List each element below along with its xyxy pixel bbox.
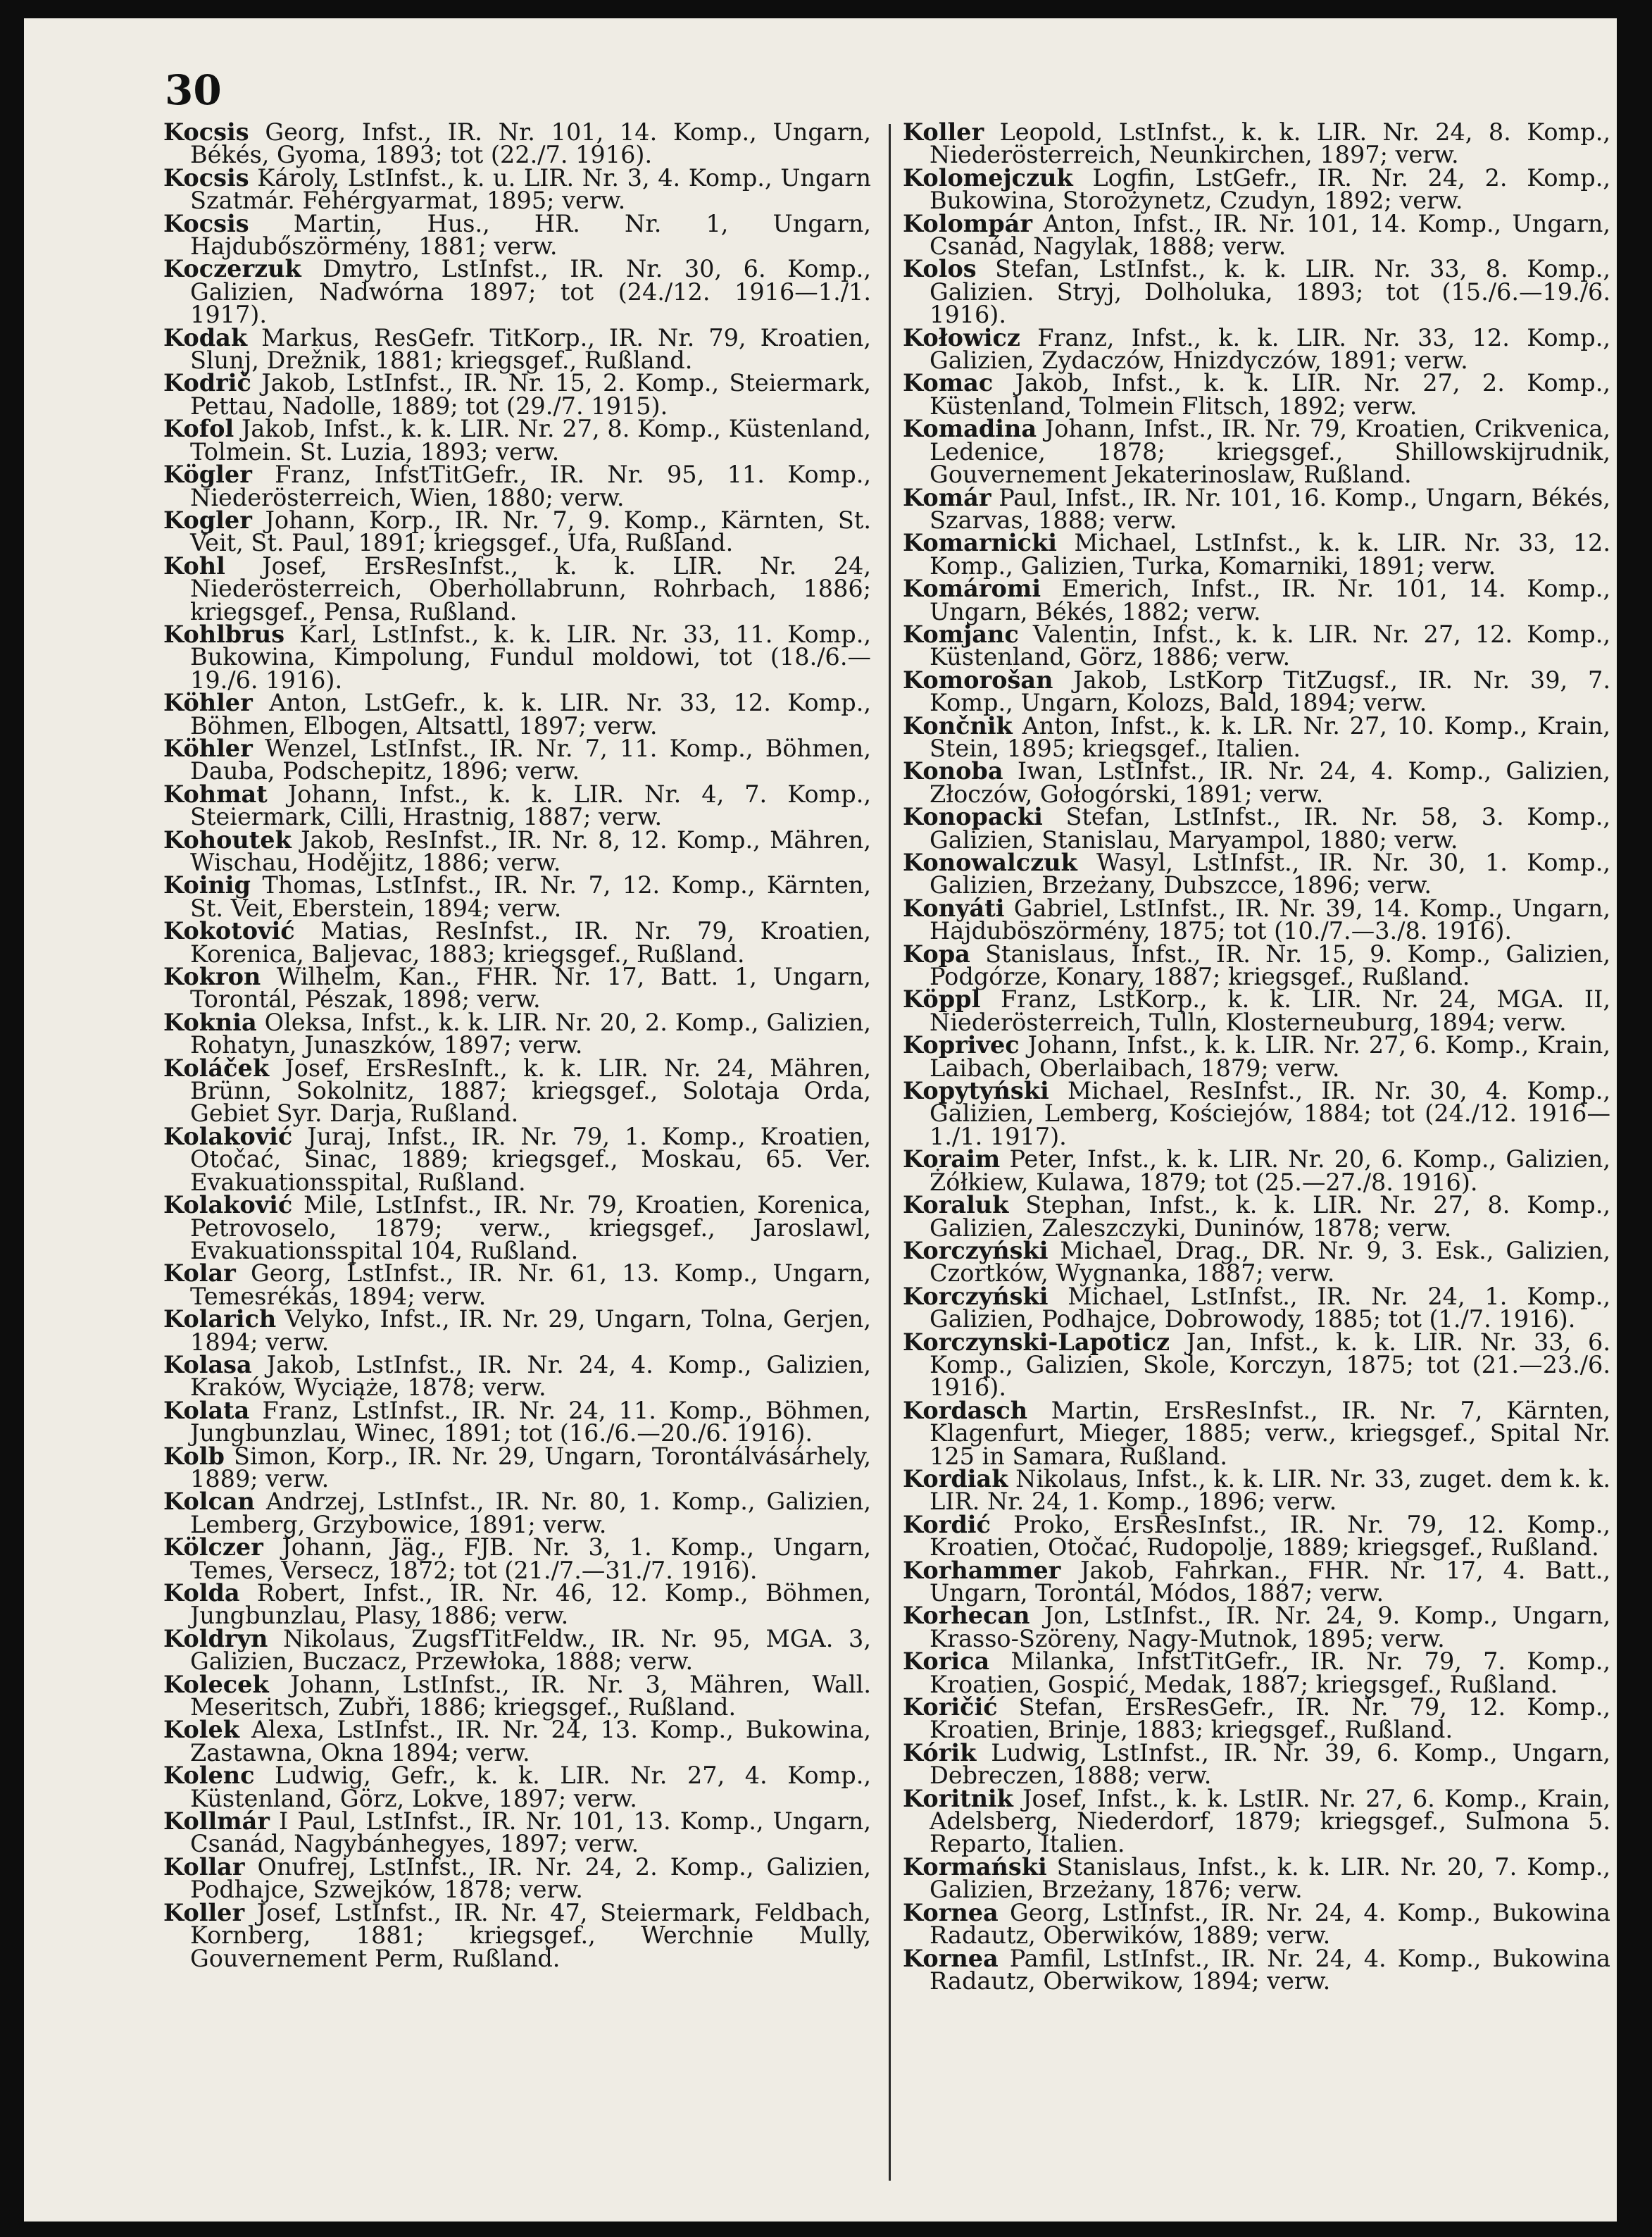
- register-entry: [163, 620, 871, 694]
- entry-details: Franz, InfstTitGefr., IR. Nr. 95, 11. Komp., Niederösterreich, Wien, 1880; verw.: [190, 461, 871, 511]
- entry-surname: Koláček: [163, 1054, 270, 1082]
- entry-surname: Komáromi: [903, 575, 1041, 603]
- entry-details: Leopold, LstInfst., k. k. LIR. Nr. 24, 8. Komp., Niederösterreich, Neunkirchen, 1897; verw.: [930, 118, 1610, 169]
- register-entry: [163, 506, 871, 557]
- entry-surname: Konowalczuk: [903, 849, 1077, 876]
- entry-surname: Kohoutek: [163, 825, 292, 854]
- register-entry: [903, 163, 1611, 215]
- entry-details: Mile, LstInfst., IR. Nr. 79, Kroatien, Korenica, Petrovoselo, 1879; verw., kriegsgef., Jaroslawl, Evakuationsspital 104, Rußland.: [190, 1191, 872, 1264]
- entry-details: Alexa, LstInfst., IR. Nr. 24, 13. Komp., Bukowina, Zastawna, Okna 1894; verw.: [190, 1716, 871, 1766]
- register-entry: [903, 711, 1610, 762]
- entry-details: Georg, LstInfst., IR. Nr. 61, 13. Komp., Ungarn, Temesrékás, 1894; verw.: [190, 1259, 871, 1310]
- entry-details: Simon, Korp., IR. Nr. 29, Ungarn, Torontálvásárhely, 1889; verw.: [190, 1442, 871, 1493]
- register-entry: [903, 1944, 1611, 1995]
- entry-surname: Kocsis: [163, 209, 249, 237]
- register-entry: [163, 1764, 871, 1810]
- entry-surname: Koritnik: [903, 1784, 1013, 1812]
- entry-surname: Kolek: [163, 1716, 239, 1744]
- register-entry: [163, 1533, 872, 1584]
- entry-details: Onufrej, LstInfst., IR. Nr. 24, 2. Komp., Galizien, Podhajce, Szwejków, 1878; verw.: [190, 1852, 871, 1904]
- register-entry: [903, 940, 1610, 991]
- entry-details: Johann, Infst., k. k. LIR. Nr. 4, 7. Komp., Steiermark, Cilli, Hrastnig, 1887; verw.: [190, 780, 871, 831]
- entry-surname: Kofol: [163, 415, 234, 443]
- register-entry: [903, 1328, 1610, 1402]
- entry-details: Oleksa, Infst., k. k. LIR. Nr. 20, 2. Komp., Galizien, Rohatyn, Junaszków, 1897; verw.: [190, 1008, 871, 1059]
- entry-surname: Koldryn: [163, 1624, 268, 1652]
- entry-surname: Kolompár: [903, 209, 1033, 237]
- entry-details: Franz, LstKorp., k. k. LIR. Nr. 24, MGA. II, Niederösterreich, Tulln, Klosterneuburg, 1894; verw.: [930, 985, 1610, 1036]
- register-entry: [163, 1898, 871, 1972]
- entry-details: Stefan, LstInfst., k. k. LIR. Nr. 33, 8. Komp., Galizien. Stryj, Dolholuka, 1893; tot (15./6.—19./6. 1916).: [930, 255, 1610, 329]
- register-entry: [903, 415, 1610, 489]
- entry-surname: Kolos: [903, 255, 977, 283]
- register-entry: [903, 1852, 1611, 1904]
- entry-details: Stanislaus, Infst., k. k. LIR. Nr. 20, 7. Komp., Galizien, Brzeżany, 1876; verw.: [930, 1852, 1611, 1904]
- entry-details: Dmytro, LstInfst., IR. Nr. 30, 6. Komp., Galizien, Nadwórna 1897; tot (24./12. 1916—1./1. 1917).: [190, 255, 871, 329]
- register-entry: [163, 552, 871, 625]
- register-entry: [903, 255, 1610, 329]
- register-entry: [163, 1579, 872, 1630]
- register-entry: [163, 1191, 872, 1264]
- register-entry: [903, 1282, 1610, 1333]
- entry-details: Andrzej, LstInfst., IR. Nr. 80, 1. Komp., Galizien, Lemberg, Grzybowice, 1891; verw.: [190, 1488, 872, 1538]
- entry-details: Wenzel, LstInfst., IR. Nr. 7, 11. Komp., Böhmen, Dauba, Podschepitz, 1896; verw.: [190, 734, 871, 785]
- entry-surname: Koprivec: [903, 1031, 1020, 1059]
- register-entry: [163, 1305, 871, 1356]
- entry-surname: Kolaković: [163, 1122, 293, 1150]
- register-entry: [163, 463, 871, 509]
- register-entry: [163, 1396, 871, 1447]
- register-entry: [903, 1191, 1610, 1242]
- entry-surname: Kollar: [163, 1852, 245, 1881]
- entry-surname: Koczerzuk: [163, 255, 301, 283]
- entry-details: Johann, Infst., k. k. LIR. Nr. 27, 6. Komp., Krain, Laibach, Oberlaibach, 1879; verw.: [930, 1031, 1610, 1082]
- register-entry: [903, 1693, 1610, 1744]
- entry-details: Johann, Infst., IR. Nr. 79, Kroatien, Crikvenica, Ledenice, 1878; kriegsgef., Shillowskijrudnik, Gouvernement Jekaterinoslaw, Rußland.: [930, 415, 1610, 489]
- register-entry: [903, 1604, 1610, 1650]
- register-entry: [903, 757, 1610, 808]
- entry-details: Juraj, Infst., IR. Nr. 79, 1. Komp., Kroatien, Otočać, Sinac, 1889; kriegsgef., Moskau, 65. Ver. Evakuationsspital, Rußland.: [190, 1122, 872, 1196]
- entry-details: Ludwig, LstInfst., IR. Nr. 39, 6. Komp., Ungarn, Debreczen, 1888; verw.: [930, 1738, 1610, 1790]
- entry-details: Iwan, LstInfst., IR. Nr. 24, 4. Komp., Galizien, Złoczów, Gołogórski, 1891; verw.: [930, 757, 1610, 808]
- entry-details: Gabriel, LstInfst., IR. Nr. 39, 14. Komp., Ungarn, Hajduböszörmény, 1875; tot (10./7.—3./8. 1916).: [930, 894, 1610, 945]
- entry-details: Jakob, LstKorp TitZugsf., IR. Nr. 39, 7. Komp., Ungarn, Kolozs, Bald, 1894; verw.: [930, 666, 1610, 717]
- register-entry: [163, 1670, 871, 1721]
- entry-surname: Komadina: [903, 415, 1037, 443]
- entry-surname: Konoba: [903, 757, 1003, 785]
- register-entry: [163, 1490, 871, 1536]
- register-entry: [163, 255, 871, 329]
- entry-surname: Korhammer: [903, 1556, 1061, 1584]
- entry-surname: Kolarich: [163, 1305, 277, 1333]
- entry-surname: Kolda: [163, 1579, 240, 1607]
- entry-details: Michael, Drag., DR. Nr. 9, 3. Esk., Galizien, Czortków, Wygnanka, 1887; verw.: [930, 1236, 1610, 1288]
- entry-surname: Korhecan: [903, 1602, 1030, 1630]
- register-entry: [163, 871, 872, 922]
- entry-details: Johann, Korp., IR. Nr. 7, 9. Komp., Kärnten, St. Veit, St. Paul, 1891; kriegsgef., Ufa, Rußland.: [190, 506, 871, 557]
- entry-surname: Kolb: [163, 1442, 225, 1470]
- register-entry: [903, 666, 1610, 717]
- entry-surname: Komac: [903, 369, 994, 397]
- register-entry: [903, 1510, 1610, 1562]
- entry-details: Valentin, Infst., k. k. LIR. Nr. 27, 12. Komp., Küstenland, Görz, 1886; verw.: [930, 620, 1610, 671]
- register-entry: [163, 1259, 871, 1310]
- entry-details: I Paul, LstInfst., IR. Nr. 101, 13. Komp., Ungarn, Csanád, Nagybánhegyes, 1897; verw.: [190, 1807, 871, 1858]
- entry-details: Wasyl, LstInfst., IR. Nr. 30, 1. Komp., Galizien, Brzeżany, Dubszcce, 1896; verw.: [930, 849, 1610, 899]
- entry-details: Jakob, Infst., k. k. LIR. Nr. 27, 2. Komp., Küstenland, Tolmein Flitsch, 1892; verw.: [930, 369, 1610, 420]
- entry-details: Stefan, ErsResGefr., IR. Nr. 79, 12. Komp., Kroatien, Brinje, 1883; kriegsgef., Rußland.: [930, 1693, 1610, 1744]
- entry-details: Johann, Jäg., FJB. Nr. 3, 1. Komp., Ungarn, Temes, Versecz, 1872; tot (21./7.—31./7. 1916).: [190, 1533, 872, 1584]
- register-entry: [163, 163, 872, 215]
- left-column: [163, 118, 872, 1972]
- entry-surname: Komorošan: [903, 666, 1053, 694]
- register-entry: [163, 1716, 871, 1766]
- entry-surname: Kornea: [903, 1898, 999, 1926]
- entry-surname: Korczyński: [903, 1282, 1049, 1310]
- entry-details: Matias, ResInfst., IR. Nr. 79, Kroatien, Korenica, Baljevac, 1883; kriegsgef., Rußland.: [190, 917, 871, 968]
- register-entry: [163, 1442, 871, 1493]
- entry-surname: Korczynski-Lapoticz: [903, 1328, 1170, 1356]
- entry-surname: Koller: [903, 118, 984, 146]
- register-entry: [903, 483, 1610, 534]
- register-entry: [903, 1647, 1611, 1698]
- register-entry: [903, 1236, 1610, 1288]
- entry-details: Nikolaus, ZugsfTitFeldw., IR. Nr. 95, MGA. 3, Galizien, Buczacz, Przewłoka, 1888; verw.: [190, 1624, 871, 1676]
- entry-details: Velyko, Infst., IR. Nr. 29, Ungarn, Tolna, Gerjen, 1894; verw.: [190, 1305, 871, 1356]
- register-entry: [903, 1738, 1610, 1790]
- register-entry: [903, 529, 1610, 580]
- entry-details: Johann, LstInfst., IR. Nr. 3, Mähren, Wall. Meseritsch, Zubři, 1886; kriegsgef., Rußland.: [190, 1670, 871, 1721]
- entry-surname: Kokotović: [163, 917, 295, 945]
- entry-surname: Koraluk: [903, 1191, 1009, 1219]
- entry-surname: Komár: [903, 483, 991, 511]
- register-entry: [163, 734, 871, 785]
- entry-surname: Köppl: [903, 985, 981, 1014]
- entry-details: Nikolaus, Infst., k. k. LIR. Nr. 33, zuget. dem k. k. LIR. Nr. 24, 1. Komp., 1896; verw.: [930, 1464, 1610, 1516]
- column-divider: [889, 124, 891, 2181]
- entry-details: Jakob, Infst., k. k. LIR. Nr. 27, 8. Komp., Küstenland, Tolmein. St. Luzia, 1893; verw.: [190, 415, 871, 466]
- register-entry: [903, 1031, 1610, 1082]
- entry-surname: Kołowicz: [903, 323, 1020, 351]
- register-entry: [903, 849, 1610, 899]
- entry-surname: Koinig: [163, 871, 251, 899]
- entry-details: Anton, LstGefr., k. k. LIR. Nr. 33, 12. Komp., Böhmen, Elbogen, Altsattl, 1897; verw.: [190, 689, 871, 740]
- entry-details: Anton, Infst., k. k. LR. Nr. 27, 10. Komp., Krain, Stein, 1895; kriegsgef., Italien.: [930, 711, 1610, 762]
- entry-surname: Koller: [163, 1898, 245, 1926]
- entry-surname: Kordiak: [903, 1464, 1008, 1493]
- entry-surname: Köhler: [163, 734, 253, 762]
- entry-surname: Koraim: [903, 1145, 1001, 1173]
- entry-details: Michael, ResInfst., IR. Nr. 30, 4. Komp., Galizien, Lemberg, Kościejów, 1884; tot (24./12. 1916—1./1. 1917).: [930, 1077, 1610, 1150]
- entry-details: Josef, LstInfst., IR. Nr. 47, Steiermark, Feldbach, Kornberg, 1881; kriegsgef., Werchnie Mully, Gouvernement Perm, Rußland.: [190, 1898, 871, 1972]
- register-entry: [903, 803, 1610, 854]
- entry-surname: Kohl: [163, 552, 225, 580]
- register-entry: [903, 1898, 1610, 1950]
- entry-surname: Kórik: [903, 1738, 977, 1766]
- entry-details: Franz, Infst., k. k. LIR. Nr. 33, 12. Komp., Galizien, Zydaczów, Hnizdyczów, 1891; verw.: [930, 323, 1610, 375]
- entry-surname: Kögler: [163, 461, 252, 489]
- entry-surname: Kolaković: [163, 1191, 293, 1219]
- entry-details: Pamfil, LstInfst., IR. Nr. 24, 4. Komp., Bukowina Radautz, Oberwikow, 1894; verw.: [930, 1944, 1611, 1995]
- register-entry: [903, 620, 1610, 671]
- register-entry: [903, 1396, 1611, 1470]
- entry-surname: Kohmat: [163, 780, 268, 808]
- entry-surname: Kocsis: [163, 163, 249, 192]
- register-entry: [163, 1054, 871, 1128]
- entry-surname: Kocsis: [163, 118, 249, 146]
- register-entry: [163, 780, 871, 831]
- register-entry: [903, 369, 1610, 420]
- register-entry: [903, 118, 1610, 169]
- entry-surname: Kormański: [903, 1852, 1047, 1881]
- entry-details: Jakob, LstInfst., IR. Nr. 24, 4. Komp., Galizien, Kraków, Wyciąże, 1878; verw.: [190, 1350, 871, 1402]
- document-page: [24, 18, 1617, 2222]
- entry-details: Georg, Infst., IR. Nr. 101, 14. Komp., Ungarn, Békés, Gyoma, 1893; tot (22./7. 1916).: [190, 118, 871, 169]
- entry-surname: Kordić: [903, 1510, 991, 1538]
- entry-surname: Koričić: [903, 1693, 998, 1721]
- entry-details: Jakob, ResInfst., IR. Nr. 8, 12. Komp., Mähren, Wischau, Hodějitz, 1886; verw.: [190, 825, 871, 876]
- entry-details: Martin, Hus., HR. Nr. 1, Ungarn, Hajdubőszörmény, 1881; verw.: [190, 209, 871, 261]
- register-entry: [163, 1350, 871, 1402]
- register-entry: [163, 369, 871, 420]
- entry-details: Jakob, LstInfst., IR. Nr. 15, 2. Komp., Steiermark, Pettau, Nadolle, 1889; tot (29./7. 1915).: [190, 369, 871, 420]
- entry-details: Josef, ErsResInft., k. k. LIR. Nr. 24, Mähren, Brünn, Sokolnitz, 1887; kriegsgef., Solotaja Orda, Gebiet Syr. Darja, Rußland.: [190, 1054, 871, 1128]
- entry-details: Anton, Infst., IR. Nr. 101, 14. Komp., Ungarn, Csanád, Nagylak, 1888; verw.: [930, 209, 1611, 261]
- entry-surname: Komjanc: [903, 620, 1019, 648]
- entry-details: Jan, Infst., k. k. LIR. Nr. 33, 6. Komp., Galizien, Skole, Korczyn, 1875; tot (21.—23./6. 1916).: [930, 1328, 1610, 1402]
- entry-surname: Koknia: [163, 1008, 257, 1036]
- register-entry: [163, 209, 871, 261]
- entry-details: Martin, ErsResInfst., IR. Nr. 7, Kärnten, Klagenfurt, Mieger, 1885; verw., kriegsgef., Spital Nr. 125 in Samara, Rußland.: [930, 1396, 1611, 1470]
- entry-surname: Kornea: [903, 1944, 999, 1972]
- register-entry: [163, 323, 871, 375]
- entry-surname: Kolata: [163, 1396, 250, 1424]
- entry-details: Jakob, Fahrkan., FHR. Nr. 17, 4. Batt., Ungarn, Torontál, Módos, 1887; verw.: [930, 1556, 1610, 1607]
- register-entry: [163, 118, 871, 169]
- register-entry: [903, 575, 1610, 625]
- entry-surname: Konyáti: [903, 894, 1005, 922]
- entry-details: Stanislaus, Infst., IR. Nr. 15, 9. Komp., Galizien, Podgórze, Konary, 1887; kriegsgef., Rußland.: [930, 940, 1610, 991]
- register-entry: [903, 985, 1610, 1036]
- register-entry: [163, 1624, 871, 1676]
- entry-details: Stephan, Infst., k. k. LIR. Nr. 27, 8. Komp., Galizien, Zaleszczyki, Duninów, 1878; verw.: [930, 1191, 1610, 1242]
- entry-surname: Köhler: [163, 689, 253, 717]
- entry-details: Logfin, LstGefr., IR. Nr. 24, 2. Komp., Bukowina, Storożynetz, Czudyn, 1892; verw.: [930, 163, 1611, 215]
- entry-details: Milanka, InfstTitGefr., IR. Nr. 79, 7. Komp., Kroatien, Gospić, Medak, 1887; kriegsgef., Rußland.: [930, 1647, 1611, 1698]
- entry-surname: Kolar: [163, 1259, 236, 1288]
- register-entry: [903, 323, 1610, 375]
- entry-details: Peter, Infst., k. k. LIR. Nr. 20, 6. Komp., Galizien, Żółkiew, Kulawa, 1879; tot (25.—27./8. 1916).: [930, 1145, 1610, 1196]
- entry-surname: Kolenc: [163, 1762, 255, 1790]
- register-entry: [163, 1008, 871, 1059]
- register-entry: [903, 1077, 1610, 1150]
- entry-details: Emerich, Infst., IR. Nr. 101, 14. Komp., Ungarn, Békés, 1882; verw.: [930, 575, 1610, 625]
- entry-details: Wilhelm, Kan., FHR. Nr. 17, Batt. 1, Ungarn, Torontál, Pészak, 1898; verw.: [190, 963, 871, 1014]
- entry-details: Stefan, LstInfst., IR. Nr. 58, 3. Komp., Galizien, Stanislau, Maryampol, 1880; verw.: [930, 803, 1610, 854]
- entry-surname: Kolasa: [163, 1350, 252, 1378]
- register-entry: [163, 415, 871, 466]
- entry-details: Károly, LstInfst., k. u. LIR. Nr. 3, 4. Komp., Ungarn Szatmár. Fehérgyarmat, 1895; verw.: [190, 163, 872, 215]
- register-entry: [163, 689, 871, 740]
- register-entry: [163, 825, 871, 876]
- entry-details: Josef, Infst., k. k. LstIR. Nr. 27, 6. Komp., Krain, Adelsberg, Niederdorf, 1879; kriegsgef., Sulmona 5. Reparto, Italien.: [930, 1784, 1610, 1858]
- entry-surname: Kolomejczuk: [903, 163, 1073, 192]
- entry-details: Proko, ErsResInfst., IR. Nr. 79, 12. Komp., Kroatien, Otočać, Rudopolje, 1889; kriegsgef., Rußland.: [930, 1510, 1610, 1562]
- entry-details: Markus, ResGefr. TitKorp., IR. Nr. 79, Kroatien, Slunj, Drežnik, 1881; kriegsgef., Rußland.: [190, 323, 871, 375]
- register-entry: [163, 963, 871, 1014]
- entry-surname: Korczyński: [903, 1236, 1049, 1264]
- page-number: 30: [165, 66, 222, 114]
- entry-surname: Konopacki: [903, 803, 1043, 831]
- right-column: [903, 118, 1611, 1995]
- register-entry: [163, 1852, 871, 1904]
- register-entry: [903, 1556, 1610, 1607]
- entry-surname: Kodrič: [163, 369, 251, 397]
- entry-surname: Kogler: [163, 506, 252, 534]
- register-entry: [903, 1464, 1610, 1516]
- entry-surname: Kopa: [903, 940, 970, 968]
- entry-surname: Kollmár: [163, 1807, 270, 1836]
- entry-details: Franz, LstInfst., IR. Nr. 24, 11. Komp., Böhmen, Jungbunzlau, Winec, 1891; tot (16./6.—20./6. 1916).: [190, 1396, 871, 1447]
- entry-details: Robert, Infst., IR. Nr. 46, 12. Komp., Böhmen, Jungbunzlau, Plasy, 1886; verw.: [190, 1579, 872, 1630]
- register-entry: [163, 1807, 871, 1858]
- entry-surname: Komarnicki: [903, 529, 1057, 557]
- entry-details: Georg, LstInfst., IR. Nr. 24, 4. Komp., Bukowina Radautz, Oberwików, 1889; verw.: [930, 1898, 1610, 1950]
- entry-surname: Kodak: [163, 323, 248, 351]
- entry-details: Michael, LstInfst., k. k. LIR. Nr. 33, 12. Komp., Galizien, Turka, Komarniki, 1891; verw.: [930, 529, 1610, 580]
- entry-surname: Kopytyński: [903, 1077, 1049, 1105]
- entry-details: Thomas, LstInfst., IR. Nr. 7, 12. Komp., Kärnten, St. Veit, Eberstein, 1894; verw.: [190, 871, 872, 922]
- register-entry: [163, 1122, 872, 1196]
- entry-details: Josef, ErsResInfst., k. k. LIR. Nr. 24, Niederösterreich, Oberhollabrunn, Rohrbach, 1886; kriegsgef., Pensa, Rußland.: [190, 552, 871, 625]
- register-entry: [903, 209, 1611, 261]
- entry-surname: Kordasch: [903, 1396, 1028, 1424]
- entry-surname: Kokron: [163, 963, 261, 991]
- register-entry: [903, 894, 1610, 945]
- entry-details: Karl, LstInfst., k. k. LIR. Nr. 33, 11. Komp., Bukowina, Kimpolung, Fundul moldowi, tot (18./6.—19./6. 1916).: [190, 620, 871, 694]
- entry-surname: Korica: [903, 1647, 990, 1676]
- entry-surname: Končnik: [903, 711, 1013, 740]
- entry-surname: Kolcan: [163, 1488, 255, 1516]
- register-entry: [903, 1145, 1610, 1196]
- entry-details: Ludwig, Gefr., k. k. LIR. Nr. 27, 4. Komp., Küstenland, Görz, Lokve, 1897; verw.: [190, 1762, 872, 1812]
- register-entry: [903, 1784, 1610, 1858]
- entry-details: Michael, LstInfst., IR. Nr. 24, 1. Komp., Galizien, Podhajce, Dobrowody, 1885; tot (1./7. 1916).: [930, 1282, 1610, 1333]
- entry-surname: Kolecek: [163, 1670, 269, 1698]
- register-entry: [163, 917, 871, 968]
- entry-details: Jon, LstInfst., IR. Nr. 24, 9. Komp., Ungarn, Krasso-Szöreny, Nagy-Mutnok, 1895; verw.: [930, 1602, 1610, 1652]
- entry-details: Paul, Infst., IR. Nr. 101, 16. Komp., Ungarn, Békés, Szarvas, 1888; verw.: [930, 483, 1610, 534]
- entry-surname: Kölczer: [163, 1533, 263, 1562]
- entry-surname: Kohlbrus: [163, 620, 285, 648]
